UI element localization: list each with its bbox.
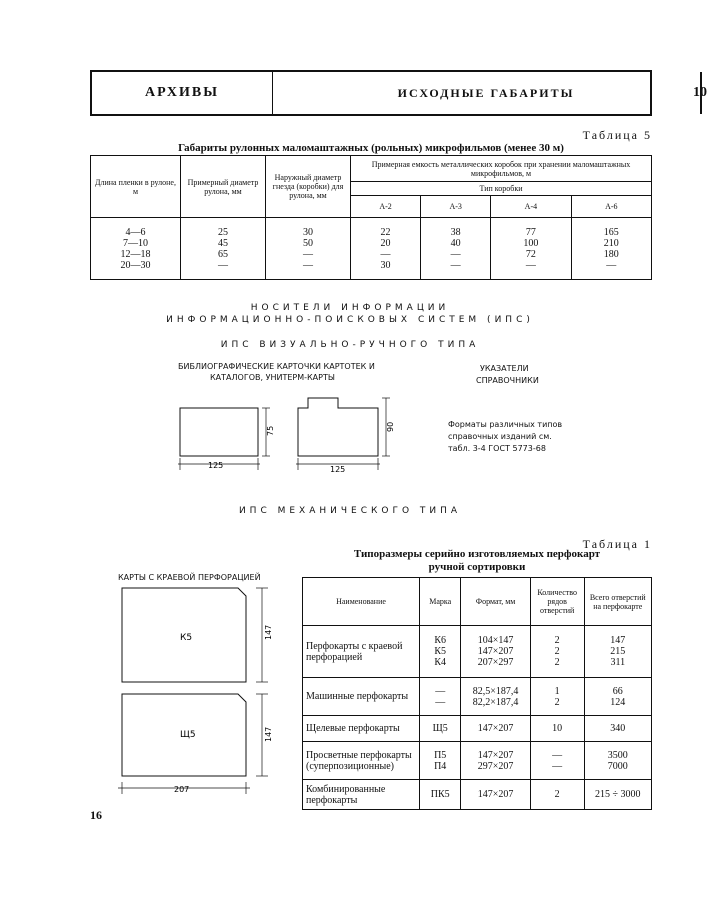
table1-name: Машинные перфокарты <box>303 678 420 716</box>
table-row <box>303 626 652 678</box>
table1-header: Количество рядов отверстий <box>530 578 584 626</box>
cards-caption-line1: БИБЛИОГРАФИЧЕСКИЕ КАРТОЧКИ КАРТОТЕК И <box>178 362 375 371</box>
media-heading-line2: ИНФОРМАЦИОННО-ПОИСКОВЫХ СИСТЕМ (ИПС) <box>166 315 534 325</box>
header-topic-title: ИСХОДНЫЕ ГАБАРИТЫ <box>272 72 702 114</box>
table1-name: Перфокарты с краевой перфорацией <box>303 626 420 678</box>
table1-total: 3500 7000 <box>584 742 651 780</box>
table1-header: Наименование <box>303 578 420 626</box>
table1-rows: 1 2 <box>530 678 584 716</box>
table1-total: 215 ÷ 3000 <box>584 780 651 810</box>
table5-cell: 25 45 65 — <box>181 218 266 280</box>
table5-subgroup-header: Тип коробки <box>351 182 652 196</box>
table5-cell: 30 50 — — <box>266 218 351 280</box>
table5-label: Таблица 5 <box>582 128 652 142</box>
table5-type: А-2 <box>351 196 421 218</box>
table-row <box>303 678 652 716</box>
table5-col-length: Длина пленки в рулоне, м <box>91 156 181 218</box>
table1-rows: 2 <box>530 780 584 810</box>
mechanical-ips-heading: ИПС МЕХАНИЧЕСКОГО ТИПА <box>238 506 462 516</box>
media-heading-line1: НОСИТЕЛИ ИНФОРМАЦИИ <box>250 303 450 313</box>
dim-sh5-height: 147 <box>264 726 273 742</box>
dim-width-card: 125 <box>208 461 224 470</box>
table1-total: 340 <box>584 716 651 742</box>
page-number: 16 <box>90 808 102 822</box>
table1-total: 147 215 311 <box>584 626 651 678</box>
table5-type: А-6 <box>571 196 651 218</box>
catalog-card-outline <box>180 408 258 456</box>
table1-format: 147×207 297×207 <box>461 742 530 780</box>
visual-ips-heading: ИПС ВИЗУАЛЬНО-РУЧНОГО ТИПА <box>220 340 480 350</box>
table1-format: 104×147 147×207 207×297 <box>461 626 530 678</box>
table5-cell: 38 40 — — <box>421 218 491 280</box>
card-k5-label: К5 <box>180 633 193 643</box>
dim-height-tabbed: 90 <box>386 421 395 432</box>
catalog-cards-drawing <box>170 390 400 480</box>
table1-label: Таблица 1 <box>582 537 652 551</box>
table1-title-line2: ручной сортировки <box>428 561 526 573</box>
formats-note-line2: справочных изданий см. <box>448 432 552 441</box>
table1-rows: — — <box>530 742 584 780</box>
table1-name: Комбинированные перфокарты <box>303 780 420 810</box>
table5-col-diameter: Примерный диаметр рулона, мм <box>181 156 266 218</box>
table1-rows: 2 2 2 <box>530 626 584 678</box>
table5-type: А-3 <box>421 196 491 218</box>
pointers-caption-line1: УКАЗАТЕЛИ <box>480 364 529 373</box>
table1-mark: ПК5 <box>420 780 461 810</box>
page-header: АРХИВЫ ИСХОДНЫЕ ГАБАРИТЫ 10 <box>90 70 652 116</box>
table1 <box>302 577 652 810</box>
dim-width-tabbed: 125 <box>330 465 346 474</box>
table5 <box>90 155 652 280</box>
table1-name: Щелевые перфокарты <box>303 716 420 742</box>
table-row <box>303 742 652 780</box>
header-section-title: АРХИВЫ <box>92 72 273 114</box>
table1-mark: Щ5 <box>420 716 461 742</box>
table1-name: Просветные перфокарты (суперпозиционные) <box>303 742 420 780</box>
table1-mark: П5 П4 <box>420 742 461 780</box>
table1-header: Формат, мм <box>461 578 530 626</box>
table-row <box>303 716 652 742</box>
table1-format: 147×207 <box>461 780 530 810</box>
dim-k5-height: 147 <box>264 624 273 640</box>
dim-card-width: 207 <box>174 785 190 794</box>
table1-header: Всего отверстий на перфокарте <box>584 578 651 626</box>
formats-note-line1: Форматы различных типов <box>448 420 563 429</box>
table5-cell: 22 20 — 30 <box>351 218 421 280</box>
card-sh5-label: Щ5 <box>180 730 196 740</box>
table5-cell: 77 100 72 — <box>491 218 571 280</box>
table1-total: 66 124 <box>584 678 651 716</box>
cards-caption-line2: КАТАЛОГОВ, УНИТЕРМ-КАРТЫ <box>210 373 335 382</box>
table5-cell: 165 210 180 — <box>571 218 651 280</box>
table5-cell: 4—6 7—10 12—18 20—30 <box>91 218 181 280</box>
table5-type: А-4 <box>491 196 571 218</box>
table1-title-line1: Типоразмеры серийно изготовляемых перфокарт <box>353 548 601 560</box>
dim-height-card: 75 <box>266 425 275 436</box>
table1-mark: К6 К5 К4 <box>420 626 461 678</box>
edge-cards-caption: КАРТЫ С КРАЕВОЙ ПЕРФОРАЦИЕЙ <box>118 573 261 582</box>
table1-rows: 10 <box>530 716 584 742</box>
tabbed-card-outline <box>298 398 378 456</box>
table1-format: 147×207 <box>461 716 530 742</box>
table5-col-outer: Наружный диаметр гнезда (коробки) для рулона, мм <box>266 156 351 218</box>
edge-cards-drawing <box>110 582 280 800</box>
table1-format: 82,5×187,4 82,2×187,4 <box>461 678 530 716</box>
table1-mark: — — <box>420 678 461 716</box>
pointers-caption-line2: СПРАВОЧНИКИ <box>476 376 539 385</box>
table5-group-header: Примерная емкость металлических коробок при хранении маломаштажных микрофильмов, м <box>351 156 652 182</box>
table5-title: Габариты рулонных маломаштажных (рольных) микрофильмов (менее 30 м) <box>178 142 564 154</box>
formats-note-line3: табл. 3-4 ГОСТ 5773-68 <box>448 444 546 453</box>
table-row <box>303 780 652 810</box>
table1-header: Марка <box>420 578 461 626</box>
